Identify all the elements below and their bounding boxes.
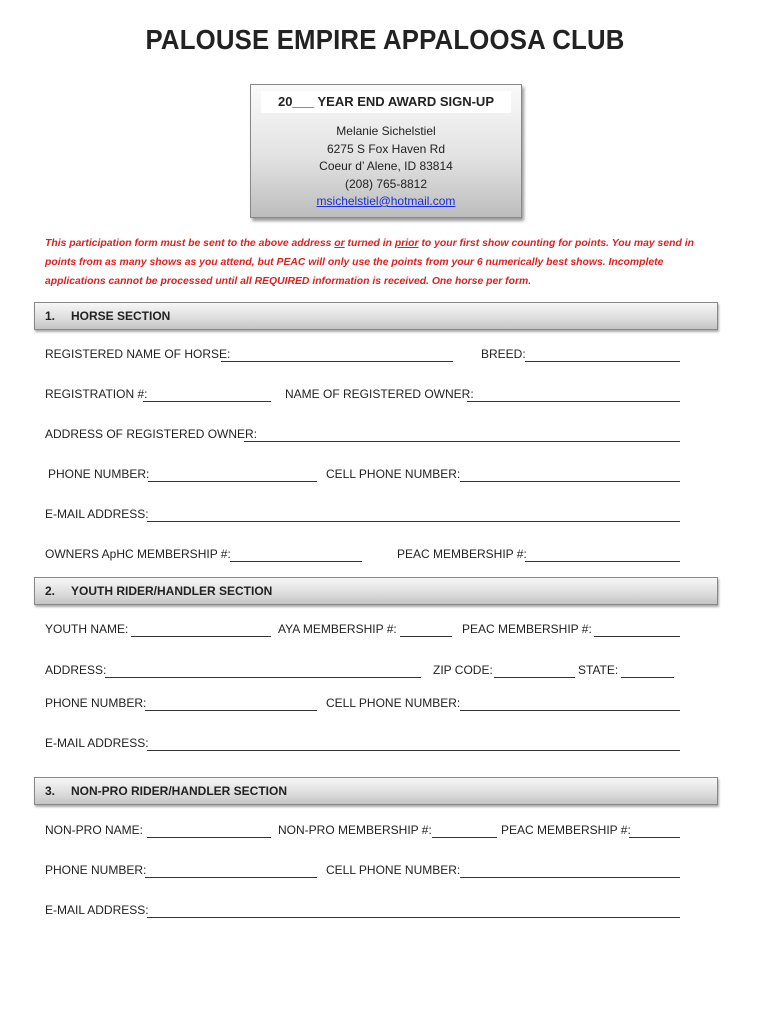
zip-field[interactable] <box>494 677 575 678</box>
aya-membership-label: AYA MEMBERSHIP #: <box>278 622 397 636</box>
email-label: E-MAIL ADDRESS: <box>45 507 149 521</box>
cell-field[interactable] <box>460 877 680 878</box>
nonpro-membership-field[interactable] <box>432 837 497 838</box>
form-row <box>45 547 680 565</box>
nonpro-membership-label: NON-PRO MEMBERSHIP #: <box>278 823 432 837</box>
cell-label: CELL PHONE NUMBER: <box>326 863 461 877</box>
peac-membership-field[interactable] <box>629 837 680 838</box>
section-label: HORSE SECTION <box>71 309 171 323</box>
address-label: ADDRESS: <box>45 663 107 677</box>
section-number: 2. <box>45 584 56 598</box>
email-field[interactable] <box>147 750 680 751</box>
nonpro-name-field[interactable] <box>147 837 271 838</box>
aphc-membership-label: OWNERS ApHC MEMBERSHIP #: <box>45 547 231 561</box>
peac-membership-label: PEAC MEMBERSHIP #: <box>462 622 592 636</box>
form-row <box>45 427 680 445</box>
form-row <box>45 347 680 365</box>
registered-name-label: REGISTERED NAME OF HORSE: <box>45 347 231 361</box>
owner-name-field[interactable] <box>467 401 680 402</box>
peac-membership-label: PEAC MEMBERSHIP #: <box>501 823 631 837</box>
address-box <box>250 84 522 218</box>
zip-label: ZIP CODE: <box>433 663 493 677</box>
form-row <box>45 507 680 525</box>
participation-notice <box>45 234 725 291</box>
contact-city: Coeur d’ Alene, ID 83814 <box>319 159 453 173</box>
phone-label: PHONE NUMBER: <box>48 467 150 481</box>
youth-name-field[interactable] <box>131 636 271 637</box>
owner-address-field[interactable] <box>244 441 680 442</box>
form-row <box>45 823 680 841</box>
youth-section-header <box>34 577 718 605</box>
email-field[interactable] <box>147 917 680 918</box>
registered-name-field[interactable] <box>221 361 453 362</box>
peac-membership-label: PEAC MEMBERSHIP #: <box>397 547 527 561</box>
contact-name: Melanie Sichelstiel <box>336 124 436 138</box>
form-row <box>45 736 680 754</box>
notice-or: or <box>334 238 345 249</box>
section-label: NON-PRO RIDER/HANDLER SECTION <box>71 784 288 798</box>
notice-text: This participation form must be sent to the above address <box>45 238 335 249</box>
aphc-membership-field[interactable] <box>230 561 362 562</box>
section-number: 1. <box>45 309 56 323</box>
signup-heading: 20___ YEAR END AWARD SIGN-UP <box>261 91 511 113</box>
nonpro-section-header <box>34 777 718 805</box>
notice-text: turned in <box>344 238 395 249</box>
cell-field[interactable] <box>460 710 680 711</box>
peac-membership-field[interactable] <box>594 636 680 637</box>
form-row <box>45 696 680 714</box>
peac-membership-field[interactable] <box>525 561 680 562</box>
state-field[interactable] <box>621 677 674 678</box>
aya-membership-field[interactable] <box>400 636 452 637</box>
owner-address-label: ADDRESS OF REGISTERED OWNER: <box>45 427 258 441</box>
nonpro-name-label: NON-PRO NAME: <box>45 823 144 837</box>
state-label: STATE: <box>578 663 619 677</box>
notice-prior: prior <box>394 238 419 249</box>
cell-field[interactable] <box>460 481 680 482</box>
registration-label: REGISTRATION #: <box>45 387 148 401</box>
cell-label: CELL PHONE NUMBER: <box>326 467 461 481</box>
registration-field[interactable] <box>143 401 271 402</box>
contact-street: 6275 S Fox Haven Rd <box>326 141 446 156</box>
form-row <box>45 863 680 881</box>
form-row <box>45 622 680 640</box>
form-row <box>45 387 680 405</box>
form-row <box>45 663 680 681</box>
breed-field[interactable] <box>525 361 680 362</box>
address-field[interactable] <box>105 677 421 678</box>
horse-section-header <box>34 302 718 330</box>
email-label: E-MAIL ADDRESS: <box>45 903 149 917</box>
cell-label: CELL PHONE NUMBER: <box>326 696 461 710</box>
youth-name-label: YOUTH NAME: <box>45 622 129 636</box>
section-label: YOUTH RIDER/HANDLER SECTION <box>71 584 273 598</box>
notice-text: to your first show counting for points. You may send in points from as many shows as you attend, but PEAC will only use the points from your 6 numerically best shows. Incomplete applications cannot be processed until all REQUIRED information is received. One horse per form. <box>45 238 694 287</box>
email-field[interactable] <box>147 521 680 522</box>
section-number: 3. <box>45 784 56 798</box>
phone-label: PHONE NUMBER: <box>45 696 147 710</box>
contact-info <box>251 123 521 211</box>
form-row <box>45 903 680 921</box>
phone-label: PHONE NUMBER: <box>45 863 147 877</box>
email-label: E-MAIL ADDRESS: <box>45 736 149 750</box>
page-title: PALOUSE EMPIRE APPALOOSA CLUB <box>145 24 625 55</box>
owner-name-label: NAME OF REGISTERED OWNER: <box>285 387 474 401</box>
breed-label: BREED: <box>481 347 526 361</box>
phone-field[interactable] <box>148 481 317 482</box>
contact-email-link[interactable]: msichelstiel@hotmail.com <box>316 194 456 208</box>
phone-field[interactable] <box>145 877 317 878</box>
form-row <box>45 467 680 485</box>
contact-phone: (208) 765-8812 <box>344 176 428 191</box>
phone-field[interactable] <box>145 710 317 711</box>
